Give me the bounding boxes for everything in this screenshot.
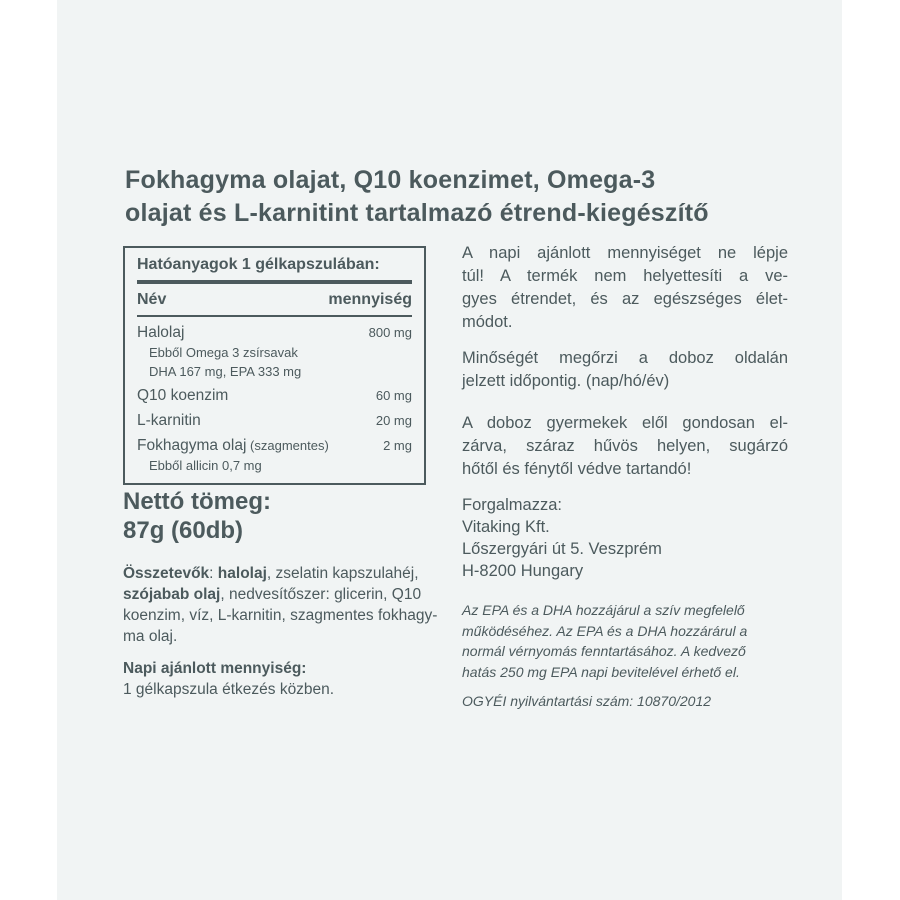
distributor-line: Lőszergyári út 5. Veszprém [462, 540, 662, 558]
daily-dose-label: Napi ajánlott mennyiség: [123, 660, 307, 677]
distributor-line: H-8200 Hungary [462, 562, 584, 580]
ingredients-line [123, 584, 437, 605]
ingredient-segment: Összetevők [123, 565, 210, 582]
ingredient-note: (szagmentes) [246, 438, 329, 453]
ingredient-name: L-karnitin [137, 412, 201, 429]
ingredients-line [123, 563, 437, 584]
ingredients-line [123, 626, 437, 647]
ingredient-subline: Ebből Omega 3 zsírsavak [149, 345, 298, 360]
distributor-line: Vitaking Kft. [462, 518, 550, 536]
paragraph-line: hőtől és fénytől védve tartandó! [462, 460, 692, 478]
ingredient-subline: DHA 167 mg, EPA 333 mg [149, 364, 302, 379]
ingredient-name: Q10 koenzim [137, 387, 229, 404]
net-weight [123, 487, 271, 545]
ingredient-amount: 800 mg [368, 325, 412, 340]
ingredient-segment: , nedvesítőszer: glicerin, Q10 [220, 586, 422, 603]
ingredient-row [137, 323, 412, 342]
ingredient-name: Halolaj [137, 324, 185, 341]
ingredients-paragraph [123, 563, 437, 647]
info-paragraph-2 [462, 347, 788, 393]
registration-number: OGYÉI nyilvántartási szám: 10870/2012 [462, 693, 712, 709]
ingredient-row [137, 436, 412, 455]
ingredient-row [137, 386, 412, 405]
net-weight-label: Nettó tömeg: [123, 488, 271, 515]
column-header-amount: mennyiség [328, 291, 412, 308]
info-paragraph-1 [462, 242, 788, 334]
health-claims [462, 600, 788, 682]
product-title [125, 164, 709, 230]
claims-line: Az EPA és a DHA hozzájárul a szív megfelelő [462, 602, 745, 618]
paragraph-line: Minőségét megőrzi a doboz oldalán [462, 349, 788, 367]
daily-dose-text: 1 gélkapszula étkezés közben. [123, 681, 335, 698]
ingredients-line [123, 605, 437, 626]
facts-rows [137, 323, 412, 474]
claims-line: működéséhez. Az EPA és a DHA hozzárárul a [462, 622, 748, 639]
ingredient-row [137, 411, 412, 430]
ingredient-amount: 20 mg [375, 413, 412, 428]
ingredient-amount: 2 mg [383, 438, 412, 453]
paragraph-line: jelzett időpontig. (nap/hó/év) [462, 372, 670, 390]
claims-line: normál vérnyomás fenntartásához. A kedvező [462, 643, 746, 659]
claims-line: hatás 250 mg EPA napi bevitelével érhető el. [462, 663, 740, 680]
ingredient-segment: ma olaj. [123, 628, 178, 645]
paragraph-line: gyes étrendet, és az egészséges élet- [462, 290, 788, 308]
ingredient-segment: koenzim, víz, L-karnitin, szagmentes fokhagy- [123, 607, 438, 624]
ingredient-subline: Ebből allicin 0,7 mg [149, 458, 262, 473]
ingredient-segment: szójabab olaj [123, 586, 221, 603]
ingredient-segment: halolaj [217, 565, 267, 582]
ingredient-amount: 60 mg [375, 388, 412, 403]
title-line: Fokhagyma olajat, Q10 koenzimet, Omega-3 [125, 166, 656, 194]
paragraph-line: A doboz gyermekek elől gondosan el- [462, 414, 788, 432]
paragraph-line: túl! A termék nem helyettesíti a ve- [462, 267, 788, 285]
ingredient-segment: , zselatin kapszulahéj, [266, 565, 419, 582]
supplement-facts-table [123, 246, 426, 485]
info-paragraph-3 [462, 412, 788, 481]
daily-dose [123, 658, 334, 700]
title-line: olajat és L-karnitint tartalmazó étrend-kiegészítő [125, 199, 709, 227]
net-weight-value: 87g (60db) [123, 517, 244, 544]
facts-table-header: Hatóanyagok 1 gélkapszulában: [137, 256, 412, 284]
ingredient-segment: : [209, 565, 218, 582]
column-header-name: Név [137, 291, 167, 308]
paragraph-line: A napi ajánlott mennyiséget ne lépje [462, 244, 788, 262]
paragraph-line: módot. [462, 313, 513, 331]
distributor-line: Forgalmazza: [462, 496, 562, 514]
paragraph-line: zárva, száraz hűvös helyen, sugárzó [462, 437, 788, 455]
ingredient-name: Fokhagyma olaj (szagmentes) [137, 437, 329, 454]
distributor-block [462, 494, 788, 582]
label-panel [57, 0, 842, 900]
facts-column-headers [137, 284, 412, 317]
